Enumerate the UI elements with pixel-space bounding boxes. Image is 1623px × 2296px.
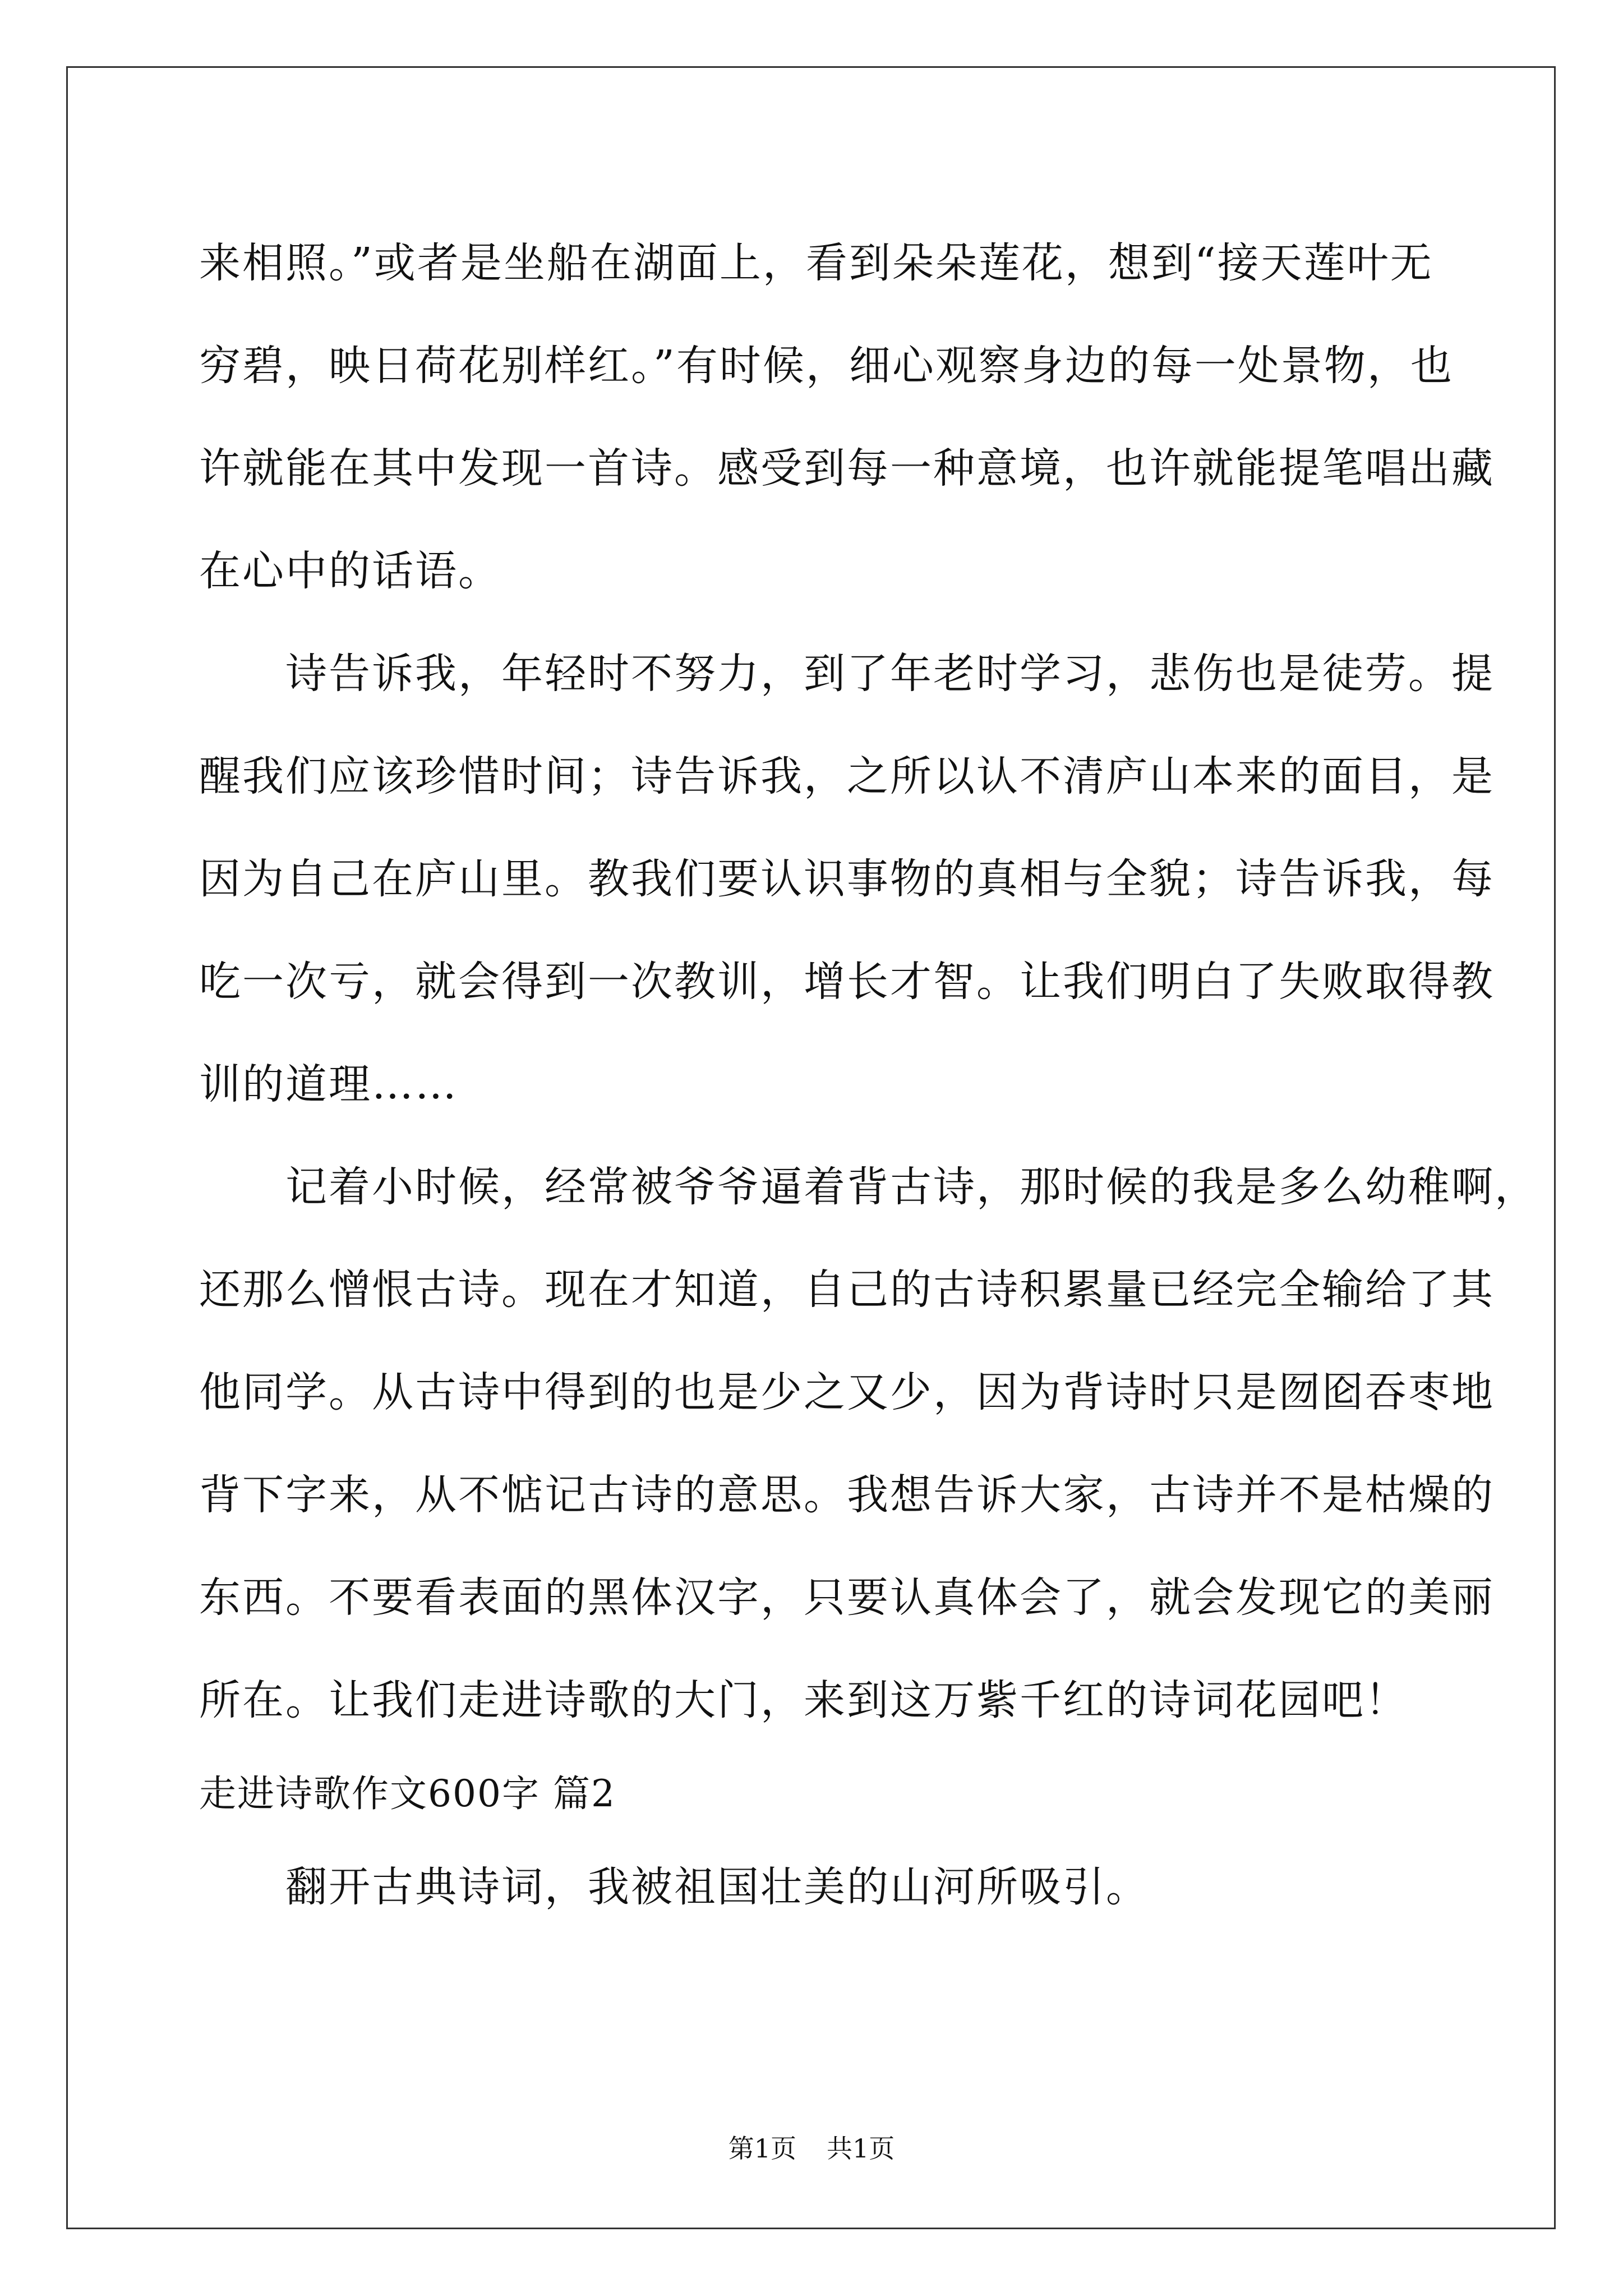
page-number: 第1页 xyxy=(728,2133,796,2164)
text-line: 记着小时候，经常被爷爷逼着背古诗，那时候的我是多么幼稚啊， xyxy=(199,1163,1538,1211)
text-line: 所在。让我们走进诗歌的大门，来到这万紫千红的诗词花园吧！ xyxy=(199,1676,1408,1724)
text-line: 东西。不要看表面的黑体汉字，只要认真体会了，就会发现它的美丽 xyxy=(199,1573,1495,1622)
text-line: 诗告诉我，年轻时不努力，到了年老时学习，悲伤也是徒劳。提 xyxy=(199,650,1495,698)
text-line: 他同学。从古诗中得到的也是少之又少，因为背诗时只是囫囵吞枣地 xyxy=(199,1368,1495,1416)
text-line: 吃一次亏，就会得到一次教训，增长才智。让我们明白了失败取得教 xyxy=(199,958,1495,1006)
section-heading: 走进诗歌作文600字 篇2 xyxy=(199,1772,616,1815)
text-line: 穷碧，映日荷花别样红。”有时候，细心观察身边的每一处景物，也 xyxy=(199,342,1454,390)
text-line: 许就能在其中发现一首诗。感受到每一种意境，也许就能提笔唱出藏 xyxy=(199,444,1495,493)
page-total: 共1页 xyxy=(827,2133,895,2164)
text-line: 因为自己在庐山里。教我们要认识事物的真相与全貌；诗告诉我，每 xyxy=(199,855,1495,903)
text-line: 背下字来，从不惦记古诗的意思。我想告诉大家，古诗并不是枯燥的 xyxy=(199,1471,1495,1519)
page-footer xyxy=(0,2132,1623,2165)
paragraph-3 xyxy=(199,1136,1538,1752)
text-line: 来相照。”或者是坐船在湖面上，看到朵朵莲花，想到“接天莲叶无 xyxy=(199,239,1433,287)
paragraph-4: 翻开古典诗词，我被祖国壮美的山河所吸引。 xyxy=(199,1863,1149,1911)
text-line: 在心中的话语。 xyxy=(199,547,501,595)
text-line: 训的道理…… xyxy=(199,1060,458,1108)
paragraph-2 xyxy=(199,623,1495,1136)
paragraph-1 xyxy=(199,212,1495,623)
document-body xyxy=(199,212,1538,1939)
text-line: 还那么憎恨古诗。现在才知道，自己的古诗积累量已经完全输给了其 xyxy=(199,1266,1495,1314)
text-line: 醒我们应该珍惜时间；诗告诉我，之所以认不清庐山本来的面目，是 xyxy=(199,752,1495,800)
